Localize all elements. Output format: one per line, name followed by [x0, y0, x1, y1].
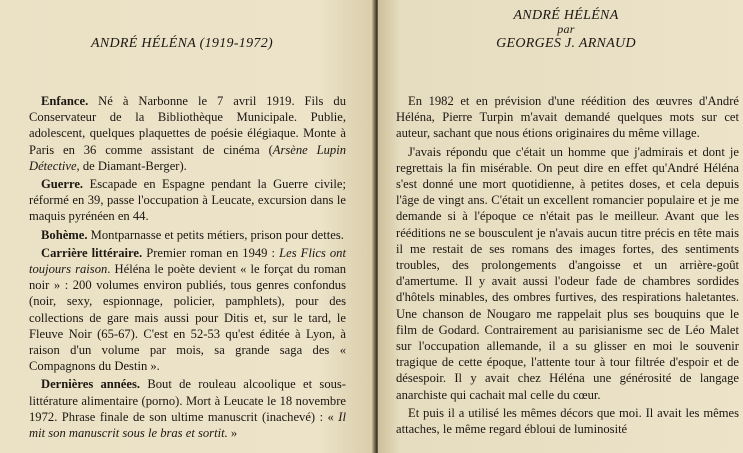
right-page-author: GEORGES J. ARNAUD [496, 36, 636, 51]
right-page-by: par [557, 22, 575, 36]
biography-entry [29, 245, 346, 375]
biography-text [29, 93, 346, 443]
essay-paragraph: En 1982 et en prévision d'une réédition des œuvres d'André Héléna, Pierre Turpin m'avait demandé quelques mots sur cet auteur, sachant que nous étions originaires du même village. [396, 94, 739, 141]
essay-paragraph: Et puis il a utilisé les mêmes décors que moi. Il avait les mêmes attaches, le même regard ébloui de luminosité [396, 405, 739, 437]
entry-text: » [227, 426, 238, 441]
entry-text: Premier roman en 1949 : [142, 245, 280, 260]
entry-lead: Guerre. [41, 177, 84, 192]
entry-lead: Enfance. [41, 94, 89, 108]
entry-text: , de Diamant-Berger). [76, 158, 187, 173]
left-page-heading: ANDRÉ HÉLÉNA (1919-1972) [91, 36, 273, 51]
entry-italic-text: Arsène Lupin Détective [29, 142, 346, 173]
entry-text: . Héléna le poète devient « le forçat du roman noir » : 200 volumes environ publiés, tous genres confondus (noir, sexy, espionnage, policier, pamphlets), pour des collections de gare mais aussi pour Ditis et, sur le tard, le Fleuve Noir (65-67). C'est en 52-53 qu'est éditée à Lyon, à raison d'un volume par mois, sa grande saga des « Compagnons du Destin ». [29, 262, 347, 374]
entry-lead: Carrière littéraire. [41, 245, 143, 260]
entry-italic-text: Il mit son manuscrit sous le bras et sortit. [29, 409, 346, 441]
essay-text [396, 93, 739, 439]
biography-entry [29, 176, 346, 225]
biography-entry [29, 376, 346, 441]
entry-text: Montparnasse et petits métiers, prison pour dettes. [87, 227, 344, 242]
right-page [378, 0, 743, 453]
entry-lead: Bohème. [41, 227, 88, 242]
biography-entry [29, 227, 346, 243]
entry-lead: Dernières années. [41, 377, 141, 392]
entry-italic-text: Les Flics ont toujours raison [29, 245, 346, 277]
right-page-title: ANDRÉ HÉLÉNA [513, 8, 619, 23]
entry-text: Bout de rouleau alcoolique et sous-littérature alimentaire (porno). Mort à Leucate le 18 novembre 1972. Phrase finale de son ultime manuscrit (inachevé) : « [29, 377, 347, 424]
biography-entry [29, 93, 346, 174]
entry-text: Né à Narbonne le 7 avril 1919. Fils du Conservateur de la Bibliothèque Municipale. Publie, adolescent, quelques plaquettes de poésie élégiaque. Monte à Paris en 36 comme assistant de cinéma ( [29, 94, 346, 157]
entry-text: Escapade en Espagne pendant la Guerre civile; réformé en 39, passe l'occupation à Leucate, excursion dans le maquis pyrénéen en 44. [29, 177, 346, 224]
essay-paragraph: J'avais répondu que c'était un homme que j'admirais et dont je regrettais la fin misérable. On peut dire en effet qu'André Héléna s'est donné une mort quotidienne, à petites doses, et cela depuis l'âge de vingt ans. C'était un excellent romancier populaire et je me demande si à l'époque ce n'était pas le meilleur. Avant que les rééditions ne se bousculent je n'avais aucun titre précis en tête mais il me restait de ses romans des images fortes, des sentiments troubles, des prolongements d'angoisse et un arrière-goût d'amertume. Il y avait aussi l'odeur fade de chambres sordides d'hôtels minables, des ombres furtives, des respirations haletantes. Une chanson de Nougaro me rappelait plus ses bouquins que le film de Godard. Contrairement au parisianisme sec de Léo Malet sur l'occupation allemande, il a su glisser en moi le souvenir tragique de cette époque, l'attente tour à tour filtrée d'espoir et de désespoir. Il y avait chez Héléna une générosité de langage anarchiste qui cachait mal celle du cœur. [396, 144, 739, 402]
